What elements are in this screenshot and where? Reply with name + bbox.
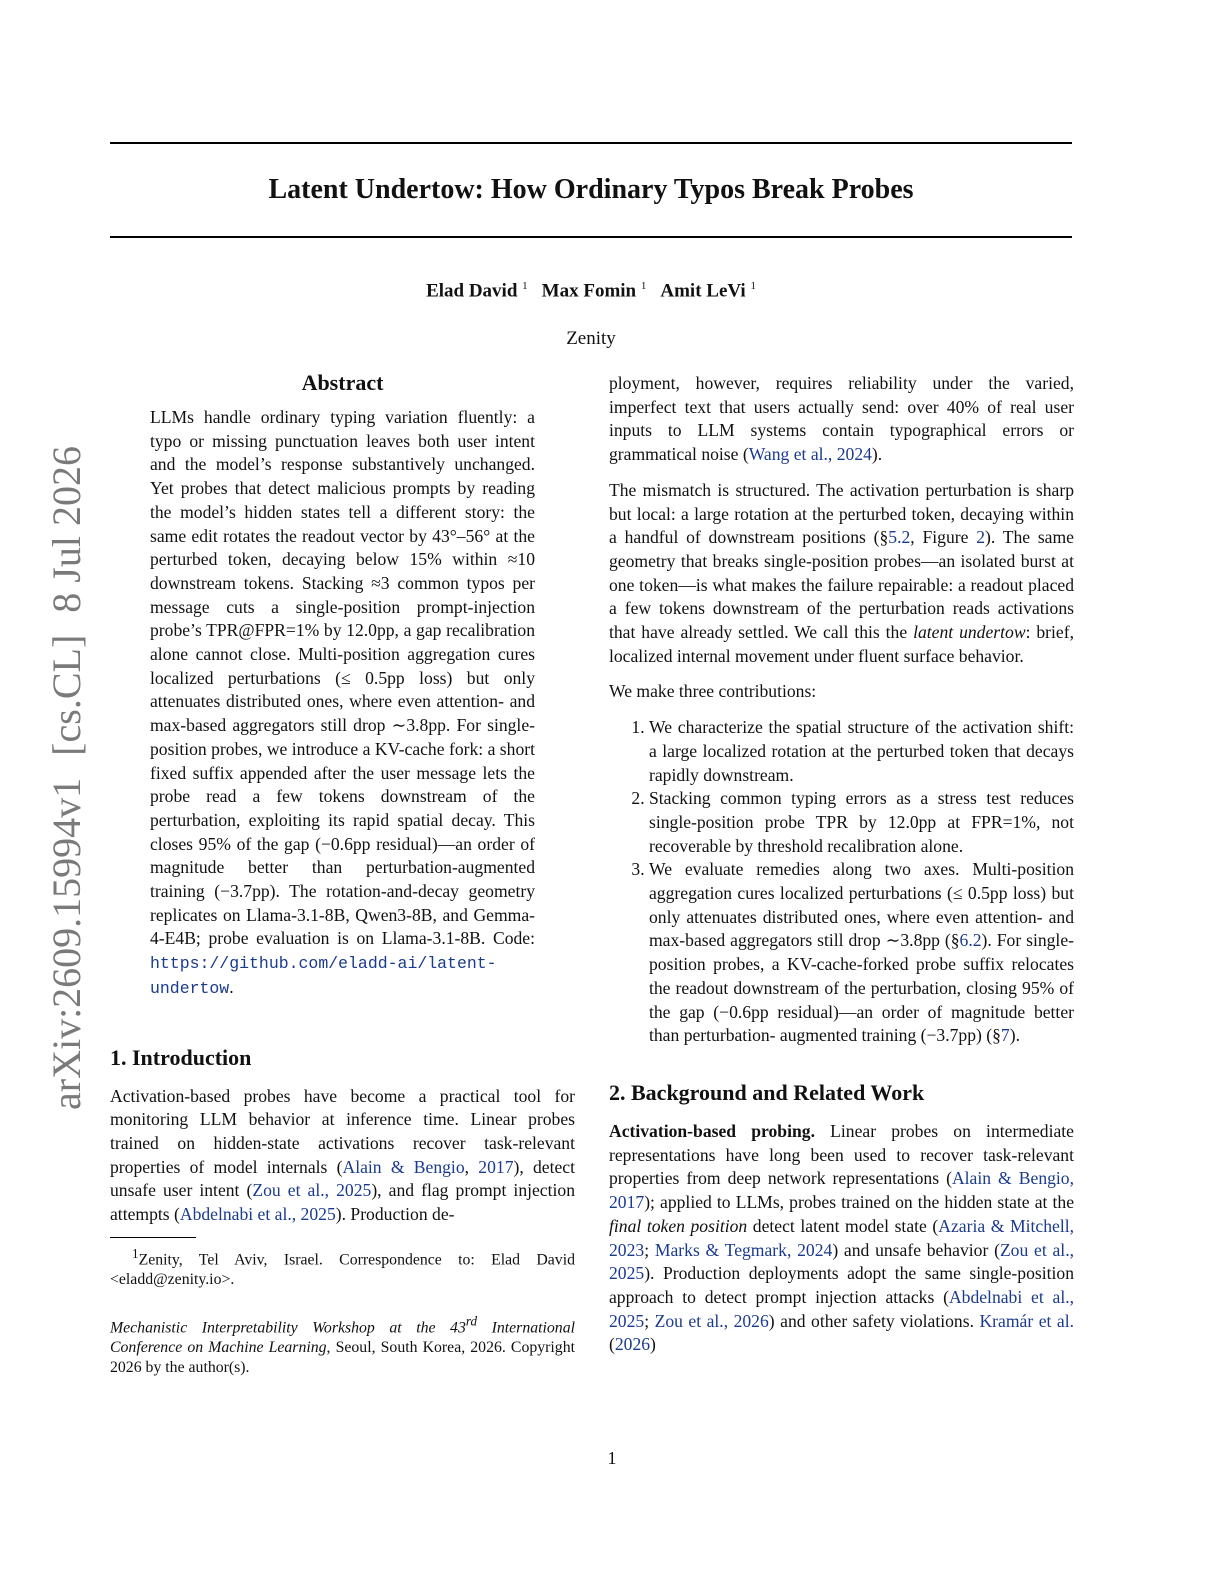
contributions-intro: We make three contributions:: [609, 681, 817, 702]
venue-ordinal: rd: [465, 1314, 478, 1330]
author-affiliation-mark: 1: [750, 280, 756, 292]
text-run: (: [609, 1334, 615, 1355]
text-run: ployment, however, requires reliability under the varied, imperfect text that users actually send: over 40% of real user inputs to LLM systems contain typographical errors or grammatical noise (: [609, 373, 1074, 465]
citation-link[interactable]: Azaria & Mitchell, 2023: [609, 1215, 1074, 1260]
citation-link[interactable]: Kramár et al.: [979, 1310, 1074, 1331]
left-column: [110, 368, 575, 1378]
abstract-body: [150, 406, 535, 1001]
citation-link[interactable]: Zou et al., 2026: [654, 1310, 769, 1331]
abstract-heading: Abstract: [301, 370, 384, 395]
text-run: ); applied to LLMs, probes trained on the hidden state at the: [644, 1192, 1074, 1213]
citation-link[interactable]: Marks & Tegmark, 2024: [654, 1239, 833, 1260]
affiliation: Zenity: [566, 328, 616, 349]
arxiv-sidebar-stamp: [44, 446, 89, 1110]
text-run: ). For single-position probes, a KV-cache-forked probe suffix relocates the readout downstream of the perturbation, closing 95% of the gap (−0.6pp residual)—an order of magnitude better than perturbation- augmented training (−3.7pp) (§: [649, 930, 1074, 1046]
author-affiliation-mark: 1: [522, 280, 528, 292]
introduction-paragraph-1: Activation-based probes have become a practical tool for monitoring LLM behavior at inference time. Linear probes trained on hidden-state activations recover task-relevant properties of model internals (Alain & Bengio, 2017), detect unsafe user intent (Zou et al., 2025), and flag prompt injection attempts (Abdelnabi et al., 2025). Production de-: [110, 1085, 576, 1225]
citation-link[interactable]: Wang et al., 2024: [748, 444, 872, 465]
text-run: ). Production deployments adopt the same single-position approach to detect prompt injection attacks (: [609, 1263, 1074, 1307]
page-number: 1: [607, 1448, 617, 1468]
text-run: detect latent model state (: [747, 1215, 939, 1236]
venue-text: International Conference on Machine Learning: [110, 1319, 575, 1357]
author-name: Max Fomin: [541, 280, 637, 302]
author-name: Elad David: [426, 280, 518, 302]
title-rule-top: [110, 142, 1072, 144]
venue-text: Mechanistic Interpretability Workshop at the 43: [110, 1319, 466, 1337]
background-paragraph: [609, 1120, 1074, 1357]
citation-link[interactable]: Zou et al., 2025: [252, 1180, 372, 1201]
code-label: Code:: [492, 928, 535, 949]
text-run: Activation-based probes have become a practical tool for monitoring LLM behavior at inference time. Linear probes trained on hidden-state activations recover task-relevant properties of model internals (: [110, 1085, 575, 1177]
citation-link[interactable]: Abdelnabi et al., 2025: [609, 1286, 1074, 1331]
arxiv-category: [cs.CL]: [44, 634, 89, 756]
text-run: ).: [871, 444, 883, 465]
emphasized-term: latent undertow: [913, 622, 1026, 643]
right-column: [609, 372, 1074, 1369]
figure-ref-link[interactable]: 2: [976, 527, 985, 548]
citation-link[interactable]: Zou et al., 2025: [609, 1239, 1074, 1284]
footnote-rule: [110, 1237, 196, 1238]
text-run: ) and other safety violations.: [768, 1310, 980, 1331]
arxiv-date: 8 Jul 2026: [44, 446, 89, 613]
text-run: Linear probes on intermediate representations have long been used to recover task-relevant properties from deep network representations (: [609, 1120, 1074, 1189]
text-run: ), detect unsafe user intent (: [110, 1156, 576, 1201]
citation-link[interactable]: Alain & Bengio, 2017: [609, 1168, 1074, 1213]
footnote: [110, 1244, 575, 1290]
contribution-item: 2. Stacking common typing errors as a stress test reduces single-position probe TPR by 12.0pp at FPR=1%, not recoverable by threshold recalibration alone.: [649, 787, 1074, 858]
text-run: ;: [644, 1239, 655, 1260]
citation-link[interactable]: Abdelnabi et al., 2025: [179, 1204, 336, 1225]
paragraph-subheading: Activation-based probing.: [609, 1120, 815, 1141]
code-suffix: .: [229, 976, 234, 997]
citation-year-link[interactable]: 2017: [478, 1156, 514, 1177]
text-run: ) and unsafe behavior (: [832, 1239, 1000, 1260]
text-run: ). Production de-: [335, 1204, 455, 1225]
text-run: ): [650, 1334, 656, 1355]
venue-note: [110, 1312, 575, 1378]
text-run: ). The same geometry that breaks single-position probes—an isolated burst at one token—is what makes the failure repairable: a readout placed a few tokens downstream of the perturbation reads activations that have already settled. We call this the: [609, 527, 1074, 643]
title-rule-bottom: [110, 236, 1072, 238]
text-run: ;: [644, 1310, 655, 1331]
citation-year-link[interactable]: 2026: [614, 1334, 651, 1355]
section-ref-link[interactable]: 7: [1000, 1025, 1010, 1046]
text-run: ).: [1009, 1025, 1020, 1046]
footnote-text: Zenity, Tel Aviv, Israel. Correspondence to: Elad David <eladd@zenity.io>.: [110, 1251, 575, 1289]
contributions-list: [609, 716, 1074, 1048]
paper-title: Latent Undertow: How Ordinary Typos Break Probes: [268, 174, 914, 205]
citation-link[interactable]: Alain & Bengio: [342, 1156, 465, 1177]
code-link[interactable]: https://github.com/eladd-ai/latent-undertow: [150, 954, 497, 998]
text-run: We evaluate remedies along two axes. Multi-position aggregation cures localized perturbations (≤ 0.5pp loss) but only attenuates distributed ones, where even attention- and max-based aggregators still drop ∼3.8pp (§: [649, 859, 1074, 951]
section-ref-link[interactable]: 5.2: [888, 527, 911, 548]
text-run: , Figure: [910, 527, 977, 548]
footnote-mark: 1: [132, 1245, 139, 1261]
author-name: Amit LeVi: [660, 280, 746, 302]
text-run: ), and flag prompt injection attempts (: [110, 1180, 575, 1225]
section-ref-link[interactable]: 6.2: [959, 930, 982, 951]
arxiv-id: arXiv:2609.15994v1: [44, 777, 89, 1110]
contribution-item: [649, 858, 1074, 1048]
venue-text: , Seoul, South Korea, 2026. Copyright 2026 by the author(s).: [110, 1339, 575, 1377]
abstract-text: LLMs handle ordinary typing variation fluently: a typo or missing punctuation leaves both user intent and the model’s response substantively unchanged. Yet probes that detect malicious prompts by reading the model’s hidden states tell a different story: the same edit rotates the readout vector by 43°–56° at the perturbed token, decaying below 15% within ≈10 downstream tokens. Stacking ≈3 common typos per message cuts a single-position prompt-injection probe’s TPR@FPR=1% by 12.0pp, a gap recalibration alone cannot close. Multi-position aggregation cures localized perturbations (≤ 0.5pp loss) but only attenuates distributed ones, where even attention- and max-based aggregators still drop ∼3.8pp. For single-position probes, we introduce a KV-cache fork: a short fixed suffix appended after the user message lets the probe read a few tokens downstream of the perturbation, exploiting its rapid spatial decay. This closes 95% of the gap (−0.6pp residual)—an order of magnitude better than perturbation-augmented training (−3.7pp). The rotation-and-decay geometry replicates on Llama-3.1-8B, Qwen3-8B, and Gemma-4-E4B; probe evaluation is on Llama-3.1-8B.: [150, 407, 535, 949]
background-heading: 2. Background and Related Work: [609, 1079, 925, 1105]
emphasized-term: final token position: [609, 1215, 748, 1236]
contribution-item: 1. We characterize the spatial structure of the activation shift: a large localized rotation at the perturbed token that decays rapidly downstream.: [649, 716, 1074, 787]
author-affiliation-mark: 1: [640, 280, 647, 292]
text-run: : brief, localized internal movement under fluent surface behavior.: [609, 622, 1074, 666]
introduction-paragraph-1-continued: [609, 372, 1074, 467]
author-list: [110, 280, 1072, 302]
introduction-paragraph-2: [609, 479, 1074, 669]
introduction-heading: 1. Introduction: [110, 1044, 252, 1070]
text-run: The mismatch is structured. The activation perturbation is sharp but local: a large rotation at the perturbed token, decaying within a handful of downstream positions (§: [609, 479, 1074, 548]
